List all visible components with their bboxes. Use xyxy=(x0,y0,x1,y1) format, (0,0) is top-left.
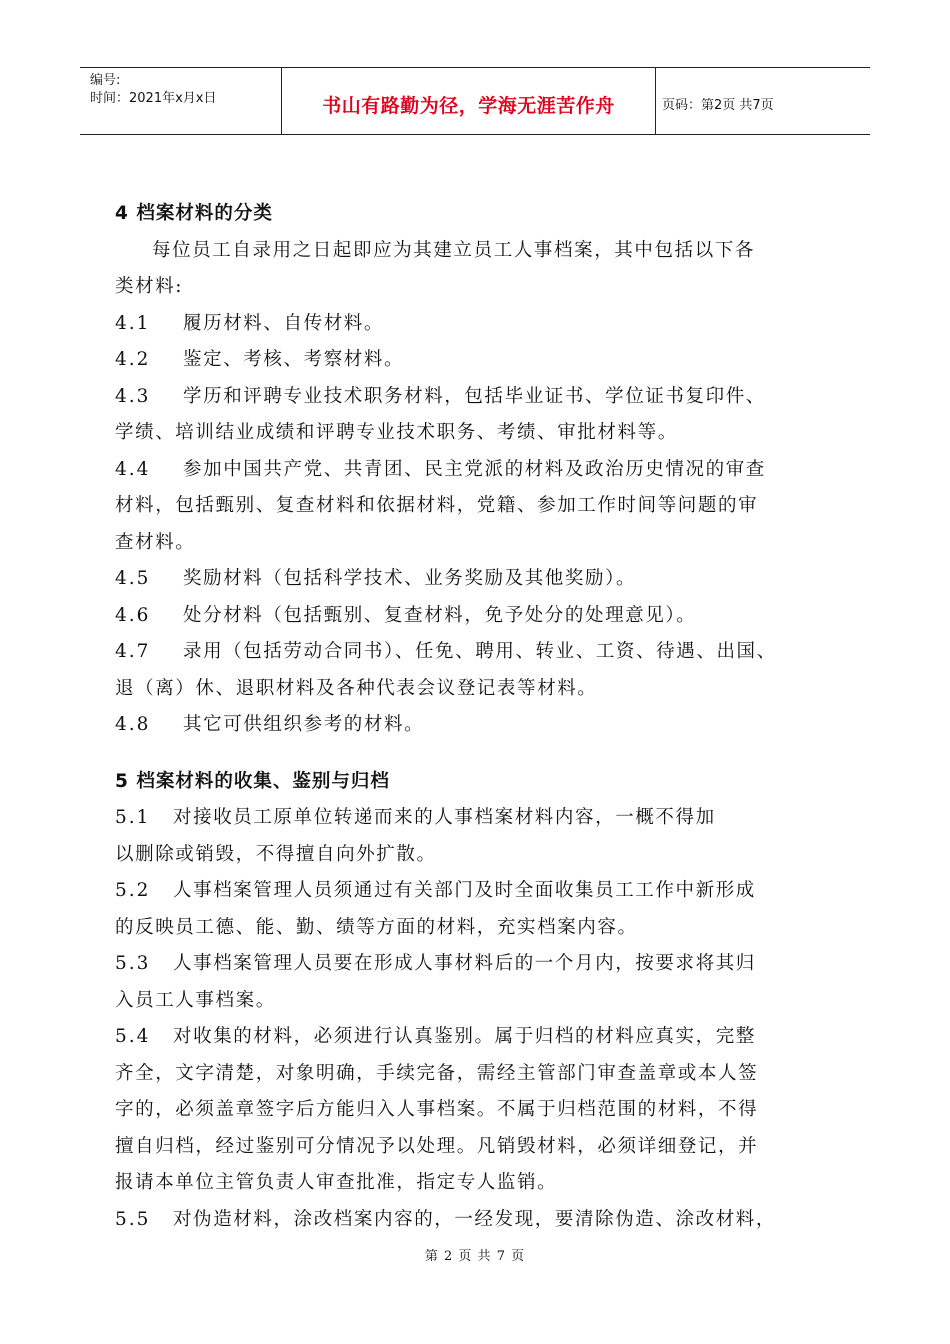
item-5-1 xyxy=(115,800,855,837)
item-5-2-cont: 的反映员工德、能、勤、绩等方面的材料，充实档案内容。 xyxy=(115,916,638,938)
item-number: 4.8 xyxy=(115,714,151,735)
item-4-4-cont-1: 材料，包括甄别、复查材料和依据材料，党籍、参加工作时间等问题的审 xyxy=(115,495,759,516)
item-4-5 xyxy=(115,561,855,598)
item-number: 5.2 xyxy=(115,880,151,901)
item-5-2 xyxy=(115,873,855,910)
date-label: 时间：2021年x月x日 xyxy=(90,91,217,106)
item-5-3-cont: 入员工人事档案。 xyxy=(115,989,276,1011)
item-text: 人事档案管理人员须通过有关部门及时全面收集员工工作中新形成 xyxy=(173,880,756,901)
section-4-intro-line-1: 每位员工自录用之日起即应为其建立员工人事档案，其中包括以下各 xyxy=(152,239,756,261)
item-5-4-cont-3: 擅自归档，经过鉴别可分情况予以处理。凡销毁材料，必须详细登记，并 xyxy=(115,1135,759,1157)
header-page-info: 页码：第2页 共7页 xyxy=(662,97,774,113)
item-text: 参加中国共产党、共青团、民主党派的材料及政治历史情况的审查 xyxy=(183,458,766,480)
header-motto-cell xyxy=(282,68,656,134)
item-4-2 xyxy=(115,342,855,379)
item-5-4-cont-4: 报请本单位主管负责人审查批准，指定专人监销。 xyxy=(115,1172,558,1193)
item-5-4 xyxy=(115,1019,855,1056)
item-text: 对收集的材料，必须进行认真鉴别。属于归档的材料应真实，完整 xyxy=(173,1026,756,1047)
item-text: 奖励材料（包括科学技术、业务奖励及其他奖励）。 xyxy=(183,568,637,589)
item-text: 履历材料、自传材料。 xyxy=(183,312,385,334)
document-body xyxy=(115,196,855,1238)
item-text: 鉴定、考核、考察材料。 xyxy=(183,349,405,370)
item-number: 5.1 xyxy=(115,807,151,828)
header-meta-cell xyxy=(80,68,282,134)
item-number: 5.4 xyxy=(115,1026,151,1047)
item-text: 学历和评聘专业技术职务材料，包括毕业证书、学位证书复印件、 xyxy=(183,385,766,407)
header-motto: 书山有路勤为径，学海无涯苦作舟 xyxy=(322,94,615,117)
item-5-3 xyxy=(115,946,855,983)
item-4-4-cont-2: 查材料。 xyxy=(115,531,196,553)
item-5-5 xyxy=(115,1202,855,1239)
item-4-4 xyxy=(115,452,855,489)
item-4-1 xyxy=(115,306,855,343)
section-5-title: 5 档案材料的收集、鉴别与归档 xyxy=(115,770,390,792)
item-4-8 xyxy=(115,707,855,744)
item-text: 对伪造材料，涂改档案内容的，一经发现，要清除伪造、涂改材料， xyxy=(173,1208,777,1230)
item-4-3-cont: 学绩、培训结业成绩和评聘专业技术职务、考绩、审批材料等。 xyxy=(115,422,678,443)
item-number: 5.5 xyxy=(115,1208,151,1230)
item-4-6 xyxy=(115,598,855,635)
item-5-4-cont-2: 字的，必须盖章签字后方能归入人事档案。不属于归档范围的材料，不得 xyxy=(115,1099,759,1120)
item-number: 4.4 xyxy=(115,458,151,480)
item-number: 4.7 xyxy=(115,641,151,662)
item-5-1-cont: 以删除或销毁，不得擅自向外扩散。 xyxy=(115,843,437,865)
item-text: 录用（包括劳动合同书）、任免、聘用、转业、工资、待遇、出国、 xyxy=(183,641,777,662)
item-text: 其它可供组织参考的材料。 xyxy=(183,714,425,735)
page-header xyxy=(80,67,870,135)
item-4-7-cont: 退（离）休、退职材料及各种代表会议登记表等材料。 xyxy=(115,677,598,699)
section-spacer xyxy=(115,744,855,764)
item-text: 处分材料（包括甄别、复查材料，免予处分的处理意见）。 xyxy=(183,604,697,626)
item-text: 对接收员工原单位转递而来的人事档案材料内容，一概不得加 xyxy=(173,807,716,828)
item-number: 4.5 xyxy=(115,568,151,589)
item-text: 人事档案管理人员要在形成人事材料后的一个月内，按要求将其归 xyxy=(173,953,756,974)
item-number: 4.1 xyxy=(115,312,151,334)
section-4-title: 4 档案材料的分类 xyxy=(115,203,273,224)
section-4-intro-line-2: 类材料: xyxy=(115,276,184,297)
item-5-4-cont-1: 齐全，文字清楚，对象明确，手续完备，需经主管部门审查盖章或本人签 xyxy=(115,1062,759,1084)
item-number: 4.2 xyxy=(115,349,151,370)
item-number: 4.3 xyxy=(115,385,151,407)
item-number: 4.6 xyxy=(115,604,151,626)
header-page-cell xyxy=(656,72,870,134)
item-4-7 xyxy=(115,634,855,671)
page-footer: 第 2 页 共 7 页 xyxy=(424,1249,526,1264)
item-number: 5.3 xyxy=(115,953,151,974)
item-4-3 xyxy=(115,379,855,416)
serial-number-label: 编号: xyxy=(90,73,121,88)
